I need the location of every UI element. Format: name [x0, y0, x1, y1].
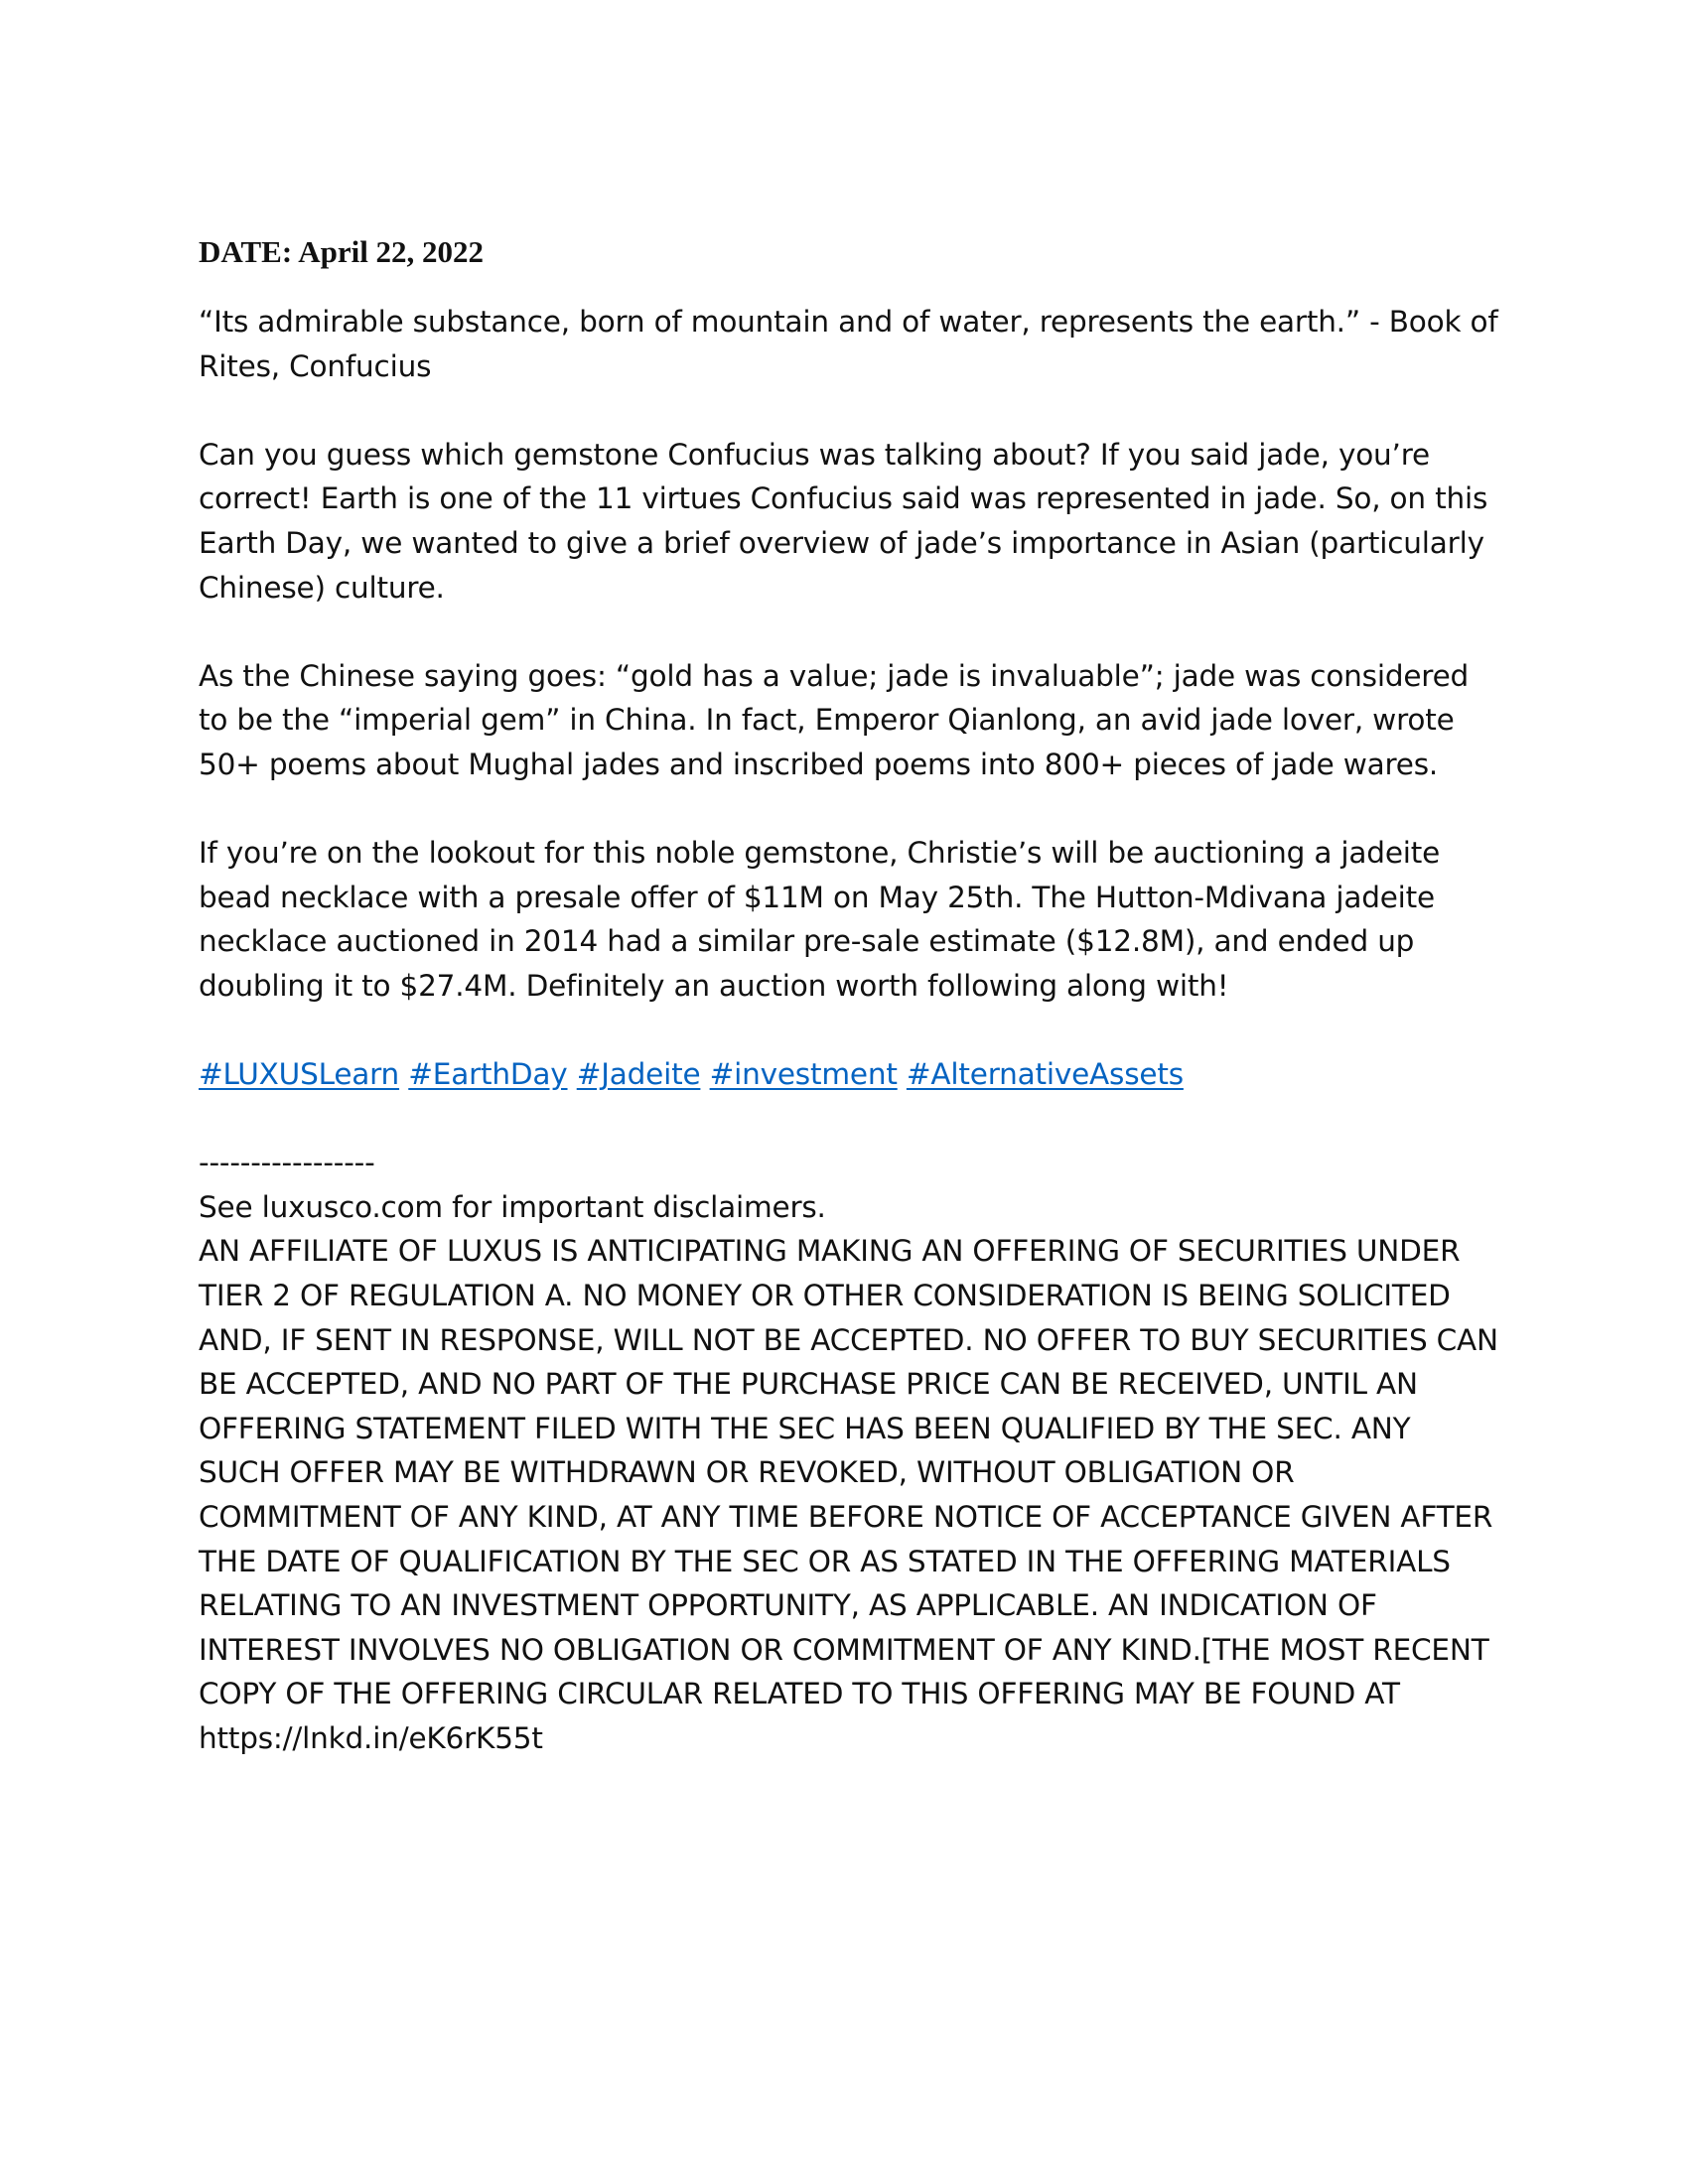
hashtag-link-luxuslearn[interactable]: #LUXUSLearn [199, 1057, 400, 1092]
date-line: DATE: April 22, 2022 [199, 234, 485, 269]
hashtag-link-jadeite[interactable]: #Jadeite [576, 1057, 701, 1092]
document-page [199, 230, 1499, 1761]
hashtag-link-investment[interactable]: #investment [709, 1057, 898, 1092]
hashtag-link-alternativeassets[interactable]: #AlternativeAssets [906, 1057, 1184, 1092]
disclaimer-intro: See luxusco.com for important disclaimers. [199, 1189, 826, 1224]
quote-paragraph: “Its admirable substance, born of mountain and of water, represents the earth.” - Book of Rites, Confucius [199, 305, 1498, 383]
paragraph-intro: Can you guess which gemstone Confucius was talking about? If you said jade, you’re correct! Earth is one of the 11 virtues Confucius said was represented in jade. So, on this Earth Day, we wanted to give a brief overview of jade’s importance in Asian (particularly Chinese) culture. [199, 437, 1488, 605]
paragraph-auction: If you’re on the lookout for this noble gemstone, Christie’s will be auctioning a jadeite bead necklace with a presale offer of $11M on May 25th. The Hutton-Mdivana jadeite necklace auctioned in 2014 had a similar pre-sale estimate ($12.8M), and ended up doubling it to $27.4M. Definitely an auction worth following along with! [199, 836, 1441, 1003]
disclaimer-section [199, 1141, 1499, 1760]
separator-line: ----------------- [199, 1146, 375, 1180]
paragraph-saying: As the Chinese saying goes: “gold has a value; jade is invaluable”; jade was considered to be the “imperial gem” in China. In fact, Emperor Qianlong, an avid jade lover, wrote 50+ poems about Mughal jades and inscribed poems into 800+ pieces of jade wares. [199, 658, 1470, 781]
hashtag-link-earthday[interactable]: #EarthDay [408, 1057, 568, 1092]
hashtag-line [199, 1052, 1499, 1097]
disclaimer-body: AN AFFILIATE OF LUXUS IS ANTICIPATING MAKING AN OFFERING OF SECURITIES UNDER TIER 2 OF REGULATION A. NO MONEY OR OTHER CONSIDERATION IS BEING SOLICITED AND, IF SENT IN RESPONSE, WILL NOT BE ACCEPTED. NO OFFER TO BUY SECURITIES CAN BE ACCEPTED, AND NO PART OF THE PURCHASE PRICE CAN BE RECEIVED, UNTIL AN OFFERING STATEMENT FILED WITH THE SEC HAS BEEN QUALIFIED BY THE SEC. ANY SUCH OFFER MAY BE WITHDRAWN OR REVOKED, WITHOUT OBLIGATION OR COMMITMENT OF ANY KIND, AT ANY TIME BEFORE NOTICE OF ACCEPTANCE GIVEN AFTER THE DATE OF QUALIFICATION BY THE SEC OR AS STATED IN THE OFFERING MATERIALS RELATING TO AN INVESTMENT OPPORTUNITY, AS APPLICABLE. AN INDICATION OF INTEREST INVOLVES NO OBLIGATION OR COMMITMENT OF ANY KIND.[THE MOST RECENT COPY OF THE OFFERING CIRCULAR RELATED TO THIS OFFERING MAY BE FOUND AT https://lnkd.in/eK6rK55t [199, 1234, 1498, 1755]
